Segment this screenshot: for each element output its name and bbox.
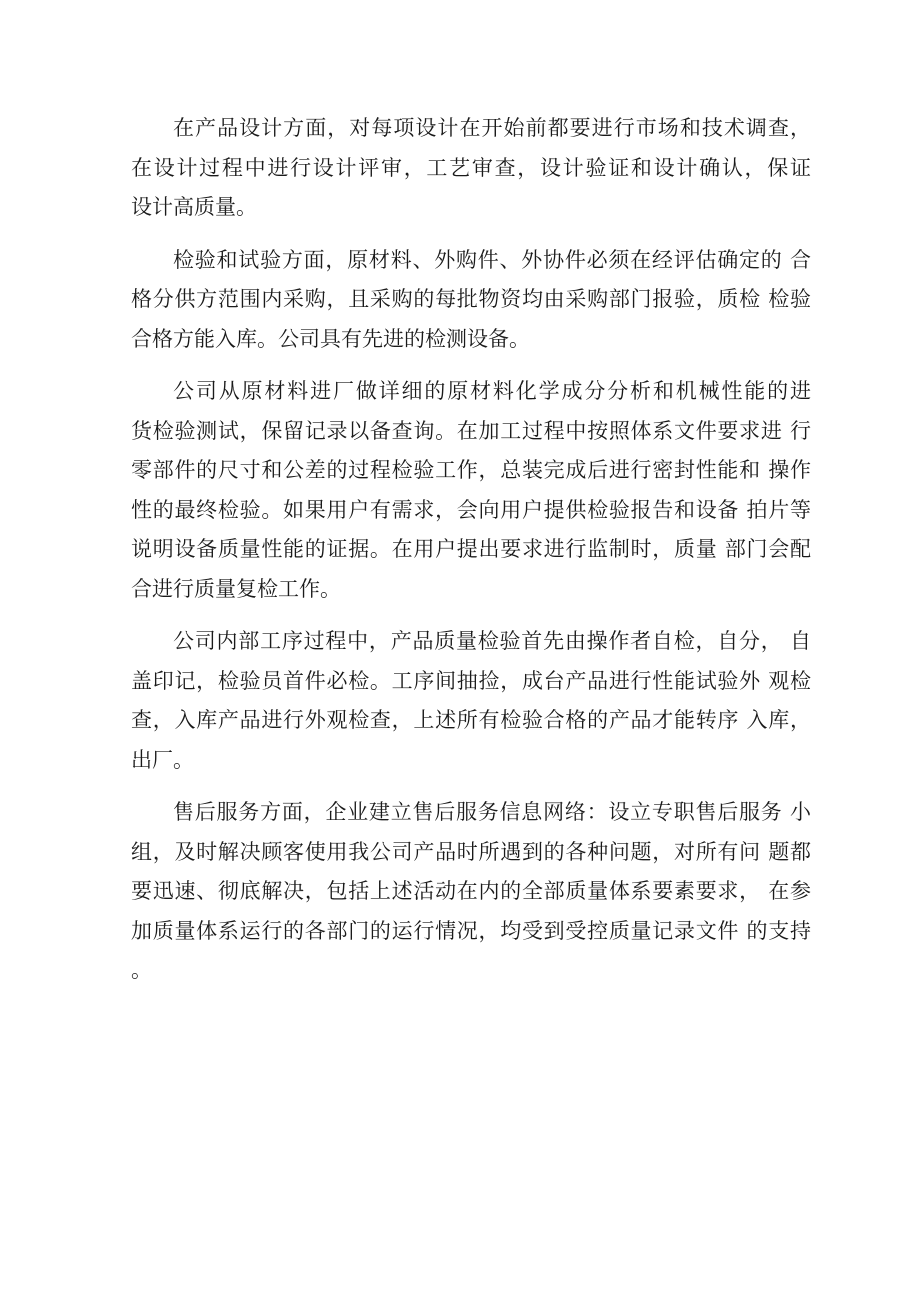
text-line: 。	[131, 958, 152, 982]
text-line: 查，入库产品进行外观检查，上述所有检验合格的产品才能转序 入库，	[131, 708, 811, 732]
text-line: 组，及时解决顾客使用我公司产品时所遇到的各种问题，对所有问 题都	[131, 839, 811, 864]
paragraph-raw-material-inspection	[131, 372, 811, 609]
text-line: 零部件的尺寸和公差的过程检验工作，总装完成后进行密封性能和 操作	[131, 458, 811, 482]
paragraph-product-design	[131, 109, 811, 228]
text-line: 公司从原材料进厂做详细的原材料化学成分分析和机械性能的进	[173, 379, 811, 403]
text-line: 售后服务方面，企业建立售后服务信息网络：设立专职售后服务 小	[173, 800, 811, 824]
paragraph-after-sales-service	[131, 793, 811, 991]
text-line: 盖印记，检验员首件必检。工序间抽捡，成台产品进行性能试验外 观检	[131, 668, 811, 693]
paragraph-internal-process	[131, 622, 811, 780]
text-line: 要迅速、彻底解决，包括上述活动在内的全部质量体系要素要求， 在参	[131, 879, 811, 903]
text-line: 检验和试验方面，原材料、外购件、外协件必须在经评估确定的 合	[173, 247, 811, 272]
paragraph-inspection-testing	[131, 241, 811, 360]
text-line: 性的最终检验。如果用户有需求，会向用户提供检验报告和设备 拍片等	[131, 497, 811, 522]
text-line: 加质量体系运行的各部门的运行情况，均受到受控质量记录文件 的支持	[131, 918, 811, 943]
text-line: 合进行质量复检工作。	[131, 576, 341, 601]
text-line: 在产品设计方面，对每项设计在开始前都要进行市场和技术调查，	[173, 116, 811, 140]
text-line: 公司内部工序过程中，产品质量检验首先由操作者自检，自分， 自	[173, 629, 811, 653]
text-line: 格分供方范围内采购，且采购的每批物资均由采购部门报验，质检 检验	[131, 287, 811, 311]
text-line: 货检验测试，保留记录以备查询。在加工过程中按照体系文件要求进 行	[131, 418, 811, 443]
text-line: 在设计过程中进行设计评审，工艺审查，设计验证和设计确认，保证	[131, 155, 811, 180]
document-body	[131, 109, 811, 1004]
text-line: 出厂。	[131, 747, 194, 772]
text-line: 设计高质量。	[131, 195, 257, 219]
text-line: 合格方能入库。公司具有先进的检测设备。	[131, 326, 530, 351]
text-line: 说明设备质量性能的证据。在用户提出要求进行监制时，质量 部门会配	[131, 537, 811, 561]
